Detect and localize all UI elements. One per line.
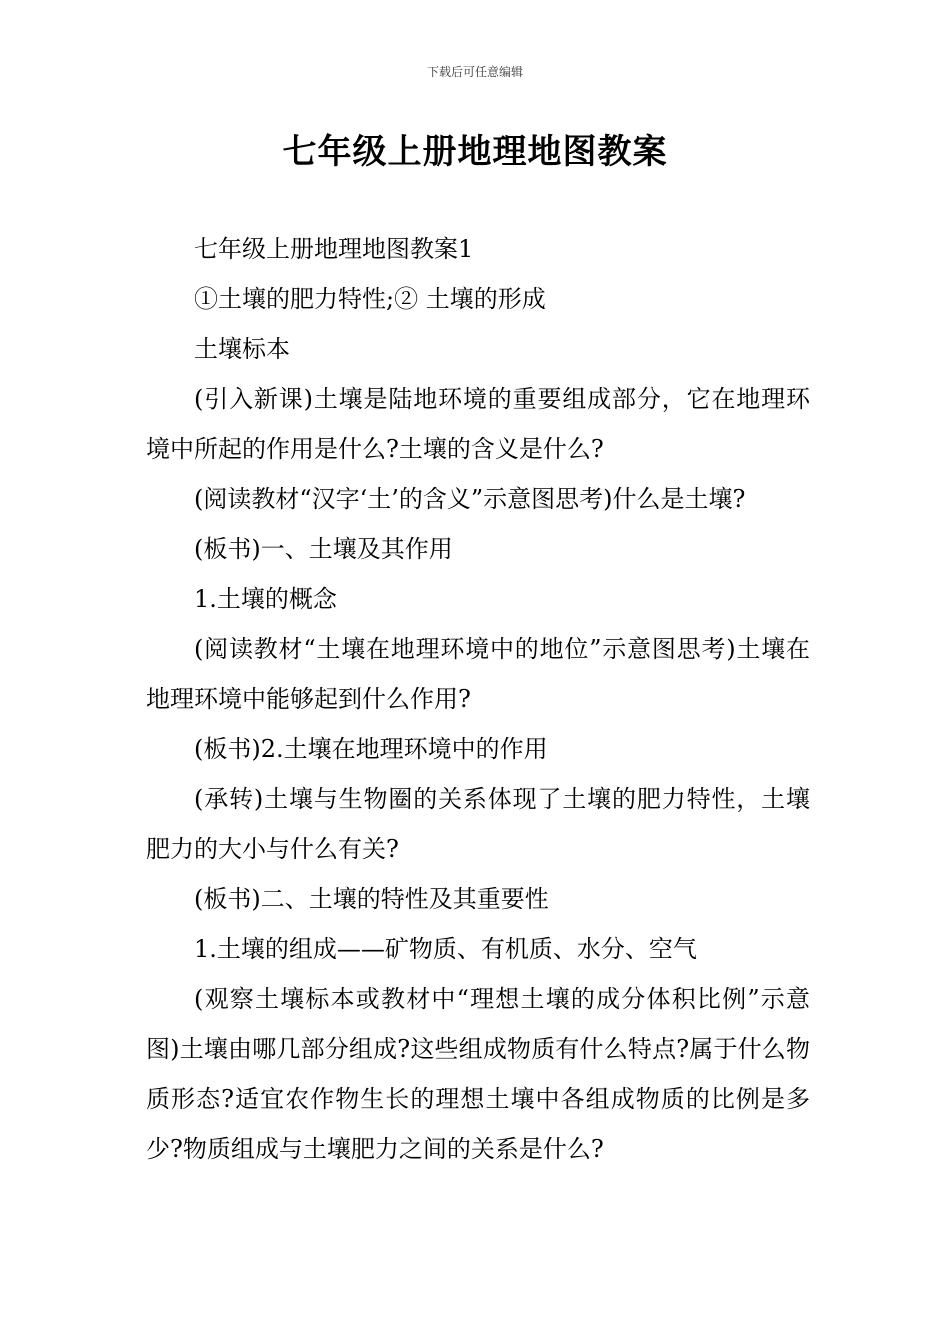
paragraph-reading-2: (阅读教材“土壤在地理环境中的地位”示意图思考)土壤在地理环境中能够起到什么作用? bbox=[146, 635, 810, 713]
paragraph-concept: 1.土壤的概念 bbox=[194, 585, 337, 613]
paragraph-transition: (承转)土壤与生物圈的关系体现了土壤的肥力特性，土壤肥力的大小与什么有关? bbox=[146, 785, 810, 863]
paragraph-reading-1: (阅读教材“汉字‘土’的含义”示意图思考)什么是土壤? bbox=[194, 485, 746, 513]
paragraph-objectives: ①土壤的肥力特性;② 土壤的形成 bbox=[194, 285, 546, 313]
paragraph-observation: (观察土壤标本或教材中“理想土壤的成分体积比例”示意图)土壤由哪几部分组成?这些组成物质有什么特点?属于什么物质形态?适宜农作物生长的理想土壤中各组成物质的比例是多少?物质组成与土壤肥力之间的关系是什么? bbox=[146, 985, 810, 1163]
paragraph-subtitle: 七年级上册地理地图教案1 bbox=[194, 235, 474, 263]
paragraph-introduction: (引入新课)土壤是陆地环境的重要组成部分，它在地理环境中所起的作用是什么?土壤的含义是什么? bbox=[146, 385, 810, 463]
paragraph-board-1: (板书)一、土壤及其作用 bbox=[194, 535, 453, 563]
paragraph-composition: 1.土壤的组成——矿物质、有机质、水分、空气 bbox=[194, 935, 697, 963]
paragraph-board-3: (板书)二、土壤的特性及其重要性 bbox=[194, 885, 549, 913]
paragraph-board-2: (板书)2.土壤在地理环境中的作用 bbox=[194, 735, 548, 763]
document-body bbox=[146, 224, 810, 1174]
paragraph-materials: 土壤标本 bbox=[194, 335, 290, 363]
document-title: 七年级上册地理地图教案 bbox=[282, 132, 668, 172]
header-note: 下载后可任意编辑 bbox=[426, 65, 523, 79]
